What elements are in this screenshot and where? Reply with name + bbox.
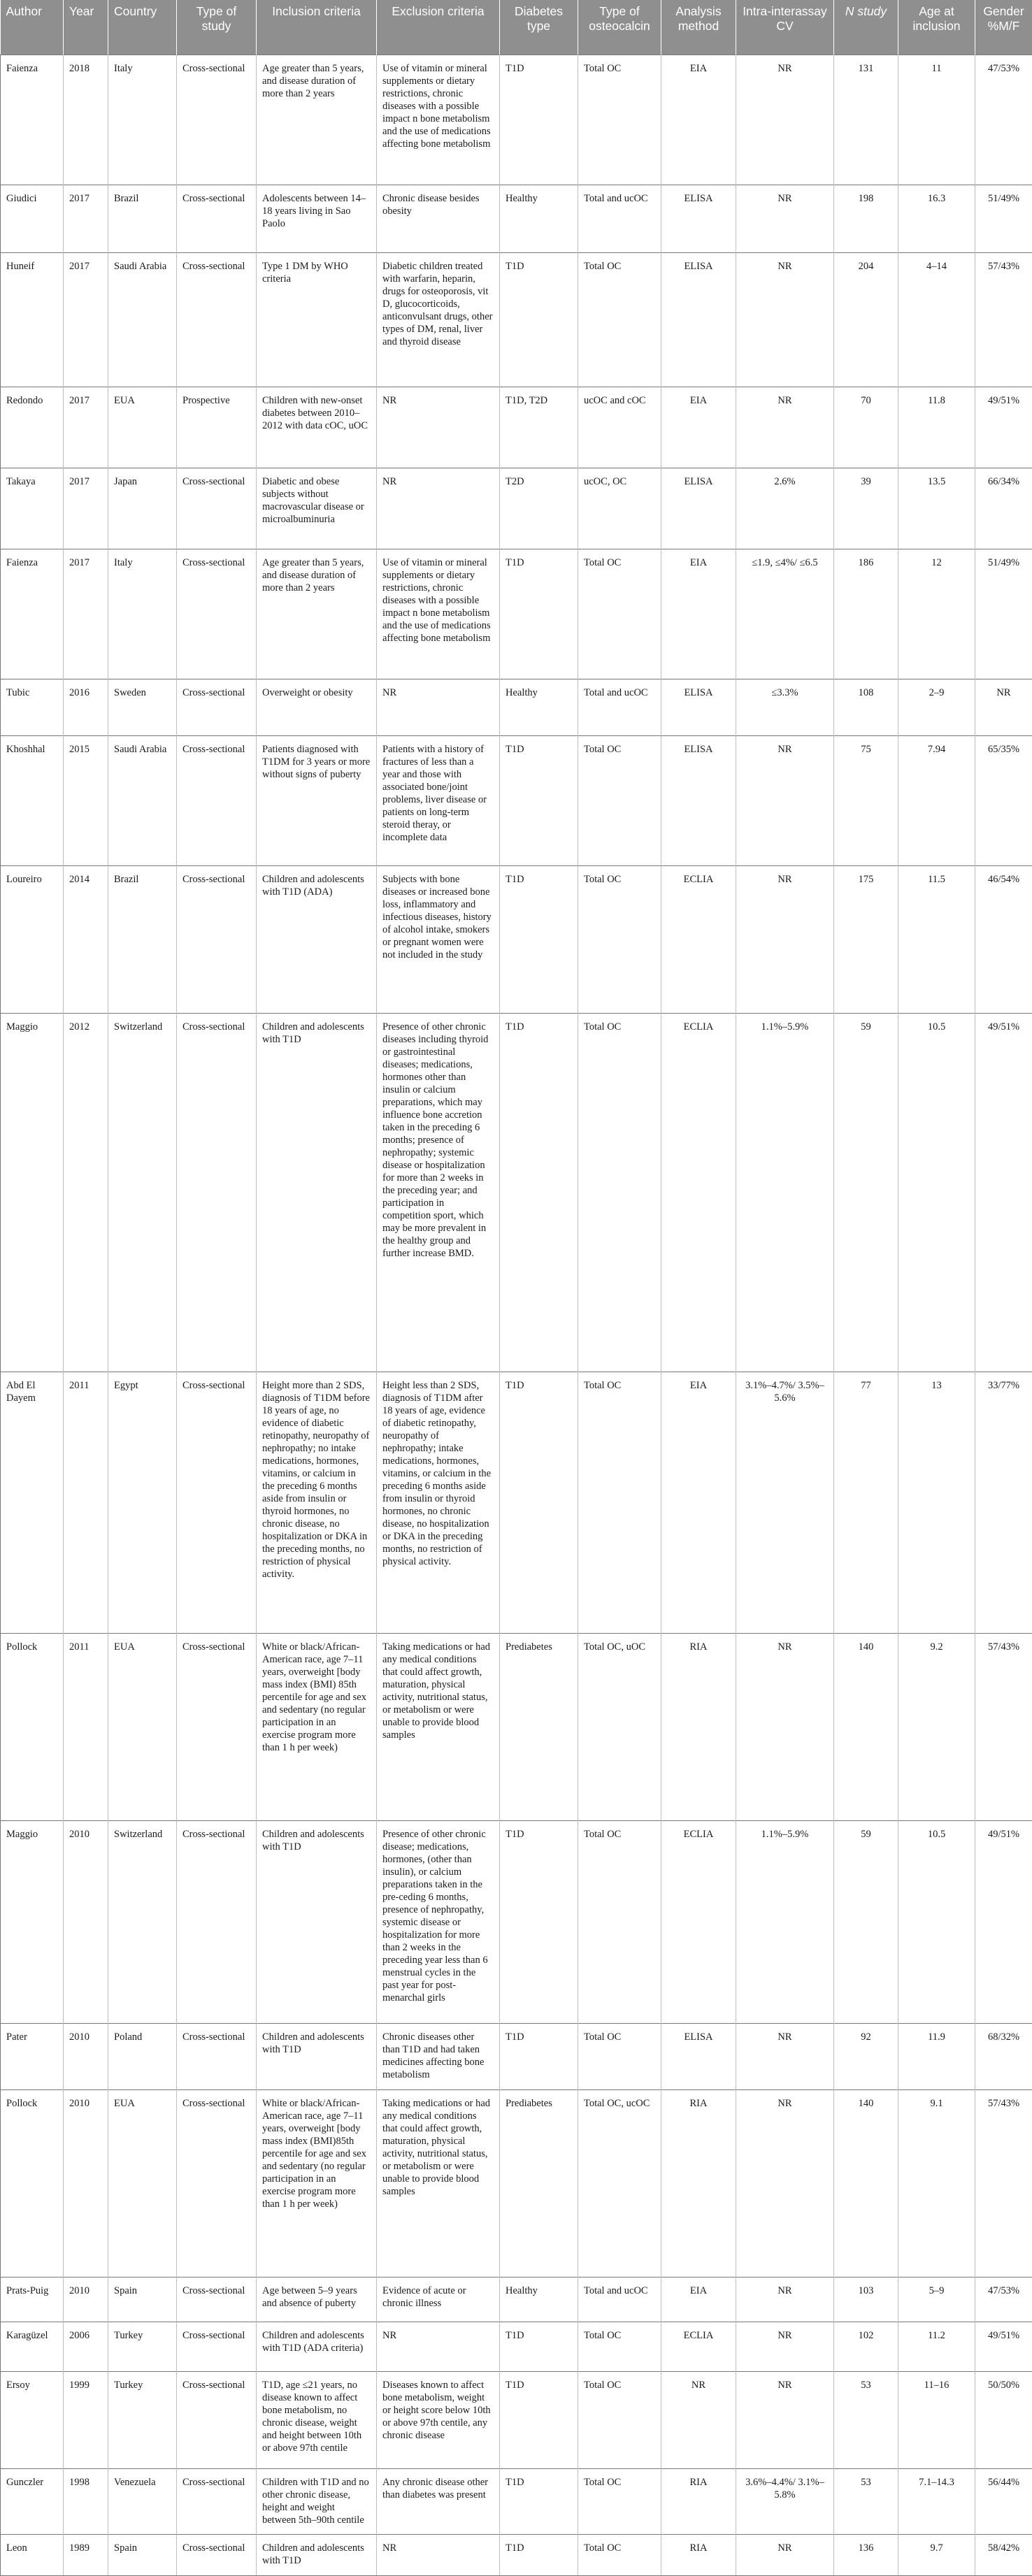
cell-osteocalcin-type: Total OC [578,2024,661,2090]
cell-author: Abd El Dayem [1,1372,64,1634]
cell-osteocalcin-type: Total OC [578,1013,661,1372]
cell-analysis-method: EIA [661,1372,736,1634]
cell-country: Switzerland [108,1821,177,2024]
cell-gender: 33/77% [975,1372,1032,1634]
cell-age-at-inclusion: 9.7 [898,2535,975,2576]
table-row [1,252,1032,387]
cell-type-of-study: Cross-sectional [177,252,257,387]
cell-exclusion-criteria: Diabetic children treated with warfarin, heparin, drugs for osteoporosis, vit D, glucocorticoids, anticonvulsant drugs, other types of DM, renal, liver and thyroid disease [377,252,500,387]
cell-author: Faienza [1,549,64,679]
cell-year: 2014 [64,866,108,1013]
cell-intra-interassay-cv: NR [736,185,834,253]
cell-year: 2017 [64,387,108,468]
cell-author: Karagüzel [1,2322,64,2372]
cell-intra-interassay-cv: NR [736,2322,834,2372]
cell-intra-interassay-cv: NR [736,2371,834,2468]
cell-age-at-inclusion: 11.2 [898,2322,975,2372]
cell-n-study: 131 [834,55,898,185]
cell-n-study: 75 [834,735,898,866]
cell-osteocalcin-type: Total OC, uOC [578,1634,661,1821]
cell-analysis-method: NR [661,2371,736,2468]
cell-n-study: 103 [834,2278,898,2322]
table-row [1,2535,1032,2576]
table-row [1,679,1032,735]
cell-diabetes-type: T1D [500,735,578,866]
cell-year: 2017 [64,185,108,253]
header-type-of-study: Type of study [177,0,257,55]
cell-country: Turkey [108,2322,177,2372]
table-row [1,185,1032,253]
cell-inclusion-criteria: Type 1 DM by WHO criteria [257,252,377,387]
cell-country: Sweden [108,679,177,735]
cell-inclusion-criteria: Patients diagnosed with T1DM for 3 years or more without signs of puberty [257,735,377,866]
cell-analysis-method: RIA [661,2535,736,2576]
cell-author: Takaya [1,468,64,549]
cell-year: 1989 [64,2535,108,2576]
cell-intra-interassay-cv: NR [736,2090,834,2278]
cell-analysis-method: ELISA [661,2024,736,2090]
header-inclusion-criteria: Inclusion criteria [257,0,377,55]
cell-exclusion-criteria: Presence of other chronic diseases including thyroid or gastrointestinal diseases; medications, hormones other than insulin or calcium preparations, which may influence bone accretion taken in the preceding 6 months; presence of nephropathy; systemic disease or hospitalization for more than 2 weeks in the preceding year; and participation in competition sport, which may be more prevalent in the healthy group and further increase BMD. [377,1013,500,1372]
cell-n-study: 175 [834,866,898,1013]
cell-type-of-study: Cross-sectional [177,1634,257,1821]
cell-diabetes-type: T1D [500,1821,578,2024]
cell-diabetes-type: T1D [500,2468,578,2534]
cell-exclusion-criteria: Height less than 2 SDS, diagnosis of T1DM after 18 years of age, evidence of diabetic retinopathy, neuropathy of nephropathy; intake medications, hormones, vitamins, or calcium in the preceding 6 months aside from insulin or thyroid hormones, no chronic disease, no hospitalization or DKA in the preceding months, no restriction of physical activity. [377,1372,500,1634]
header-osteocalcin-type: Type of osteocalcin [578,0,661,55]
cell-exclusion-criteria: Use of vitamin or mineral supplements or dietary restrictions, chronic diseases with a possible impact n bone metabolism and the use of medications affecting bone metabolism [377,55,500,185]
cell-type-of-study: Cross-sectional [177,1821,257,2024]
cell-diabetes-type: T1D [500,866,578,1013]
cell-gender: 56/44% [975,2468,1032,2534]
cell-age-at-inclusion: 7.1–14.3 [898,2468,975,2534]
table-row [1,735,1032,866]
cell-n-study: 140 [834,1634,898,1821]
header-row [1,0,1032,55]
table-row [1,2468,1032,2534]
cell-diabetes-type: T1D [500,1013,578,1372]
cell-inclusion-criteria: Age between 5–9 years and absence of puberty [257,2278,377,2322]
cell-intra-interassay-cv: 2.6% [736,468,834,549]
cell-inclusion-criteria: Diabetic and obese subjects without macrovascular disease or microalbuminuria [257,468,377,549]
cell-inclusion-criteria: Children with T1D and no other chronic disease, height and weight between 5th–90th centile [257,2468,377,2534]
cell-type-of-study: Cross-sectional [177,549,257,679]
cell-diabetes-type: T1D [500,1372,578,1634]
cell-year: 2016 [64,679,108,735]
cell-n-study: 70 [834,387,898,468]
cell-gender: 47/53% [975,55,1032,185]
header-diabetes-type: Diabetes type [500,0,578,55]
cell-year: 2010 [64,2090,108,2278]
cell-exclusion-criteria: Diseases known to affect bone metabolism, weight or height score below 10th or above 97th centile, any chronic disease [377,2371,500,2468]
cell-gender: 49/51% [975,1013,1032,1372]
cell-country: Italy [108,549,177,679]
cell-diabetes-type: T1D [500,252,578,387]
cell-intra-interassay-cv: NR [736,735,834,866]
cell-age-at-inclusion: 10.5 [898,1821,975,2024]
cell-intra-interassay-cv: NR [736,55,834,185]
cell-inclusion-criteria: Children and adolescents with T1D [257,1821,377,2024]
cell-analysis-method: EIA [661,55,736,185]
cell-analysis-method: RIA [661,2090,736,2278]
cell-exclusion-criteria: Chronic disease besides obesity [377,185,500,253]
cell-age-at-inclusion: 7.94 [898,735,975,866]
cell-inclusion-criteria: Children and adolescents with T1D [257,2535,377,2576]
cell-country: Spain [108,2535,177,2576]
cell-analysis-method: EIA [661,2278,736,2322]
table-body [1,55,1032,2576]
cell-analysis-method: EIA [661,387,736,468]
cell-type-of-study: Cross-sectional [177,2278,257,2322]
cell-exclusion-criteria: Presence of other chronic disease; medications, hormones, (other than insulin), or calcium preparations taken in the pre-ceding 6 months, presence of nephropathy, systemic disease or hospitalization for more than 2 weeks in the preceding year less than 6 menstrual cycles in the past year for post-menarchal girls [377,1821,500,2024]
cell-age-at-inclusion: 5–9 [898,2278,975,2322]
cell-year: 2018 [64,55,108,185]
cell-analysis-method: ELISA [661,468,736,549]
cell-age-at-inclusion: 11 [898,55,975,185]
cell-gender: 57/43% [975,1634,1032,1821]
cell-country: Venezuela [108,2468,177,2534]
cell-year: 2010 [64,2278,108,2322]
cell-osteocalcin-type: Total OC [578,55,661,185]
cell-inclusion-criteria: Children and adolescents with T1D [257,2024,377,2090]
cell-inclusion-criteria: Height more than 2 SDS, diagnosis of T1DM before 18 years of age, no evidence of diabetic retinopathy, neuropathy of nephropathy; no intake medications, hormones, vitamins, or calcium in the preceding 6 months aside from insulin or thyroid hormones, no chronic disease, no hospitalization or DKA in the preceding months, no restriction of physical activity. [257,1372,377,1634]
cell-year: 1999 [64,2371,108,2468]
table-row [1,1372,1032,1634]
cell-osteocalcin-type: ucOC and cOC [578,387,661,468]
cell-country: EUA [108,2090,177,2278]
cell-gender: 57/43% [975,252,1032,387]
cell-diabetes-type: Healthy [500,185,578,253]
cell-diabetes-type: Healthy [500,679,578,735]
cell-osteocalcin-type: Total OC [578,2371,661,2468]
cell-age-at-inclusion: 11.5 [898,866,975,1013]
cell-country: Saudi Arabia [108,735,177,866]
cell-author: Pollock [1,1634,64,1821]
cell-analysis-method: EIA [661,549,736,679]
cell-diabetes-type: T1D [500,549,578,679]
cell-type-of-study: Cross-sectional [177,55,257,185]
cell-author: Prats-Puig [1,2278,64,2322]
header-intra-interassay-cv: Intra-interassay CV [736,0,834,55]
cell-diabetes-type: T1D [500,2371,578,2468]
cell-osteocalcin-type: Total OC [578,1821,661,2024]
cell-diabetes-type: Healthy [500,2278,578,2322]
cell-exclusion-criteria: Subjects with bone diseases or increased bone loss, inflammatory and infectious diseases, history of alcohol intake, smokers or pregnant women were not included in the study [377,866,500,1013]
cell-age-at-inclusion: 13 [898,1372,975,1634]
cell-osteocalcin-type: Total and ucOC [578,2278,661,2322]
cell-year: 2011 [64,1372,108,1634]
cell-intra-interassay-cv: ≤1.9, ≤4%/ ≤6.5 [736,549,834,679]
cell-osteocalcin-type: Total OC, ucOC [578,2090,661,2278]
cell-exclusion-criteria: Taking medications or had any medical conditions that could affect growth, maturation, physical activity, nutritional status, or metabolism or were unable to provide blood samples [377,1634,500,1821]
cell-age-at-inclusion: 12 [898,549,975,679]
cell-analysis-method: ECLIA [661,866,736,1013]
cell-year: 2010 [64,1821,108,2024]
cell-gender: 58/42% [975,2535,1032,2576]
cell-type-of-study: Prospective [177,387,257,468]
cell-inclusion-criteria: Children and adolescents with T1D (ADA) [257,866,377,1013]
cell-n-study: 59 [834,1013,898,1372]
cell-exclusion-criteria: Taking medications or had any medical conditions that could affect growth, maturation, physical activity, nutritional status, or metabolism or were unable to provide blood samples [377,2090,500,2278]
cell-year: 2017 [64,468,108,549]
cell-age-at-inclusion: 11.9 [898,2024,975,2090]
cell-osteocalcin-type: Total OC [578,252,661,387]
cell-country: Poland [108,2024,177,2090]
cell-gender: 49/51% [975,387,1032,468]
table-row [1,55,1032,185]
cell-year: 2017 [64,252,108,387]
cell-diabetes-type: T1D [500,2322,578,2372]
cell-intra-interassay-cv: NR [736,252,834,387]
cell-author: Redondo [1,387,64,468]
cell-inclusion-criteria: Overweight or obesity [257,679,377,735]
cell-osteocalcin-type: Total OC [578,2468,661,2534]
cell-analysis-method: ELISA [661,252,736,387]
cell-osteocalcin-type: Total OC [578,2535,661,2576]
cell-year: 2011 [64,1634,108,1821]
cell-type-of-study: Cross-sectional [177,866,257,1013]
cell-exclusion-criteria: Use of vitamin or mineral supplements or dietary restrictions, chronic diseases with a possible impact n bone metabolism and the use of medications affecting bone metabolism [377,549,500,679]
cell-gender: 51/49% [975,549,1032,679]
cell-age-at-inclusion: 9.2 [898,1634,975,1821]
cell-osteocalcin-type: Total OC [578,735,661,866]
cell-diabetes-type: Prediabetes [500,2090,578,2278]
table-row [1,468,1032,549]
header-exclusion-criteria: Exclusion criteria [377,0,500,55]
cell-inclusion-criteria: Adolescents between 14–18 years living in Sao Paolo [257,185,377,253]
cell-intra-interassay-cv: 3.6%–4.4%/ 3.1%–5.8% [736,2468,834,2534]
cell-gender: 57/43% [975,2090,1032,2278]
cell-year: 2006 [64,2322,108,2372]
cell-analysis-method: ECLIA [661,1013,736,1372]
cell-year: 2017 [64,549,108,679]
table-row [1,2090,1032,2278]
cell-age-at-inclusion: 13.5 [898,468,975,549]
cell-type-of-study: Cross-sectional [177,468,257,549]
cell-year: 2012 [64,1013,108,1372]
cell-country: Italy [108,55,177,185]
cell-gender: NR [975,679,1032,735]
cell-intra-interassay-cv: 3.1%–4.7%/ 3.5%–5.6% [736,1372,834,1634]
cell-country: EUA [108,387,177,468]
cell-diabetes-type: T1D [500,2535,578,2576]
cell-inclusion-criteria: White or black/African-American race, age 7–11 years, overweight [body mass index (BMI)85th percentile for age and sex and sedentary (no regular participation in an exercise program more than 1 h per week) [257,2090,377,2278]
cell-year: 2010 [64,2024,108,2090]
table-row [1,549,1032,679]
cell-type-of-study: Cross-sectional [177,2322,257,2372]
cell-inclusion-criteria: Children and adolescents with T1D (ADA criteria) [257,2322,377,2372]
cell-country: Japan [108,468,177,549]
cell-type-of-study: Cross-sectional [177,1372,257,1634]
cell-type-of-study: Cross-sectional [177,185,257,253]
table-row [1,1634,1032,1821]
cell-country: EUA [108,1634,177,1821]
table-row [1,1821,1032,2024]
cell-type-of-study: Cross-sectional [177,2371,257,2468]
cell-analysis-method: ELISA [661,679,736,735]
cell-intra-interassay-cv: NR [736,2535,834,2576]
cell-n-study: 102 [834,2322,898,2372]
cell-diabetes-type: T1D, T2D [500,387,578,468]
cell-n-study: 77 [834,1372,898,1634]
cell-exclusion-criteria: NR [377,387,500,468]
cell-analysis-method: RIA [661,1634,736,1821]
cell-inclusion-criteria: White or black/African-American race, age 7–11 years, overweight [body mass index (BMI) 85th percentile for age and sex and sedentary (no regular participation in an exercise program more than 1 h per week) [257,1634,377,1821]
table-row [1,2371,1032,2468]
table-row [1,866,1032,1013]
cell-author: Leon [1,2535,64,2576]
cell-exclusion-criteria: Patients with a history of fractures of less than a year and those with associated bone/joint problems, liver disease or patients on long-term steroid theray, or incomplete data [377,735,500,866]
cell-gender: 46/54% [975,866,1032,1013]
cell-n-study: 59 [834,1821,898,2024]
table-row [1,2024,1032,2090]
cell-author: Maggio [1,1821,64,2024]
cell-gender: 50/50% [975,2371,1032,2468]
cell-exclusion-criteria: NR [377,679,500,735]
cell-gender: 66/34% [975,468,1032,549]
cell-age-at-inclusion: 4–14 [898,252,975,387]
cell-osteocalcin-type: Total OC [578,866,661,1013]
cell-gender: 68/32% [975,2024,1032,2090]
table-row [1,387,1032,468]
cell-n-study: 186 [834,549,898,679]
cell-year: 1998 [64,2468,108,2534]
cell-age-at-inclusion: 16.3 [898,185,975,253]
cell-country: Saudi Arabia [108,252,177,387]
cell-type-of-study: Cross-sectional [177,2024,257,2090]
table-row [1,1013,1032,1372]
cell-diabetes-type: Prediabetes [500,1634,578,1821]
cell-age-at-inclusion: 11–16 [898,2371,975,2468]
cell-osteocalcin-type: Total OC [578,549,661,679]
cell-analysis-method: ELISA [661,185,736,253]
cell-author: Gunczler [1,2468,64,2534]
cell-intra-interassay-cv: 1.1%–5.9% [736,1013,834,1372]
header-analysis-method: Analysis method [661,0,736,55]
cell-osteocalcin-type: Total OC [578,1372,661,1634]
cell-author: Pater [1,2024,64,2090]
cell-analysis-method: ECLIA [661,1821,736,2024]
cell-analysis-method: RIA [661,2468,736,2534]
cell-author: Khoshhal [1,735,64,866]
cell-n-study: 53 [834,2371,898,2468]
cell-inclusion-criteria: Age greater than 5 years, and disease duration of more than 2 years [257,549,377,679]
cell-author: Pollock [1,2090,64,2278]
cell-exclusion-criteria: NR [377,468,500,549]
cell-inclusion-criteria: Children with new-onset diabetes between 2010–2012 with data cOC, uOC [257,387,377,468]
cell-osteocalcin-type: Total and ucOC [578,185,661,253]
cell-osteocalcin-type: Total and ucOC [578,679,661,735]
cell-country: Brazil [108,185,177,253]
cell-intra-interassay-cv: NR [736,866,834,1013]
cell-age-at-inclusion: 9.1 [898,2090,975,2278]
cell-author: Huneif [1,252,64,387]
cell-type-of-study: Cross-sectional [177,735,257,866]
cell-author: Maggio [1,1013,64,1372]
cell-age-at-inclusion: 11.8 [898,387,975,468]
cell-diabetes-type: T2D [500,468,578,549]
cell-gender: 65/35% [975,735,1032,866]
cell-intra-interassay-cv: 1.1%–5.9% [736,1821,834,2024]
cell-diabetes-type: T1D [500,2024,578,2090]
cell-n-study: 108 [834,679,898,735]
cell-osteocalcin-type: Total OC [578,2322,661,2372]
header-gender: Gender %M/F [975,0,1032,55]
cell-author: Tubic [1,679,64,735]
table-row [1,2322,1032,2372]
cell-diabetes-type: T1D [500,55,578,185]
cell-intra-interassay-cv: NR [736,2024,834,2090]
cell-intra-interassay-cv: NR [736,387,834,468]
cell-gender: 49/51% [975,1821,1032,2024]
cell-age-at-inclusion: 10.5 [898,1013,975,1372]
cell-country: Brazil [108,866,177,1013]
cell-year: 2015 [64,735,108,866]
cell-author: Faienza [1,55,64,185]
header-year: Year [64,0,108,55]
cell-exclusion-criteria: Any chronic disease other than diabetes was present [377,2468,500,2534]
cell-country: Spain [108,2278,177,2322]
cell-intra-interassay-cv: NR [736,1634,834,1821]
cell-n-study: 140 [834,2090,898,2278]
cell-age-at-inclusion: 2–9 [898,679,975,735]
cell-author: Giudici [1,185,64,253]
cell-country: Egypt [108,1372,177,1634]
header-author: Author [1,0,64,55]
cell-country: Switzerland [108,1013,177,1372]
cell-country: Turkey [108,2371,177,2468]
cell-author: Loureiro [1,866,64,1013]
cell-intra-interassay-cv: ≤3.3% [736,679,834,735]
cell-gender: 49/51% [975,2322,1032,2372]
cell-intra-interassay-cv: NR [736,2278,834,2322]
cell-exclusion-criteria: NR [377,2535,500,2576]
cell-exclusion-criteria: NR [377,2322,500,2372]
cell-n-study: 53 [834,2468,898,2534]
cell-n-study: 198 [834,185,898,253]
cell-analysis-method: ELISA [661,735,736,866]
cell-exclusion-criteria: Evidence of acute or chronic illness [377,2278,500,2322]
header-age-at-inclusion: Age at inclusion [898,0,975,55]
cell-inclusion-criteria: T1D, age ≤21 years, no disease known to affect bone metabolism, no chronic disease, weight and height between 10th or above 97th centile [257,2371,377,2468]
cell-type-of-study: Cross-sectional [177,679,257,735]
cell-gender: 47/53% [975,2278,1032,2322]
cell-inclusion-criteria: Children and adolescents with T1D [257,1013,377,1372]
cell-gender: 51/49% [975,185,1032,253]
cell-n-study: 39 [834,468,898,549]
table-row [1,2278,1032,2322]
cell-n-study: 204 [834,252,898,387]
header-n-study: N study [834,0,898,55]
cell-exclusion-criteria: Chronic diseases other than T1D and had taken medicines affecting bone metabolism [377,2024,500,2090]
cell-osteocalcin-type: ucOC, OC [578,468,661,549]
cell-inclusion-criteria: Age greater than 5 years, and disease duration of more than 2 years [257,55,377,185]
cell-type-of-study: Cross-sectional [177,2468,257,2534]
cell-analysis-method: ECLIA [661,2322,736,2372]
cell-n-study: 136 [834,2535,898,2576]
cell-n-study: 92 [834,2024,898,2090]
header-country: Country [108,0,177,55]
cell-author: Ersoy [1,2371,64,2468]
cell-type-of-study: Cross-sectional [177,2090,257,2278]
cell-type-of-study: Cross-sectional [177,2535,257,2576]
cell-type-of-study: Cross-sectional [177,1013,257,1372]
